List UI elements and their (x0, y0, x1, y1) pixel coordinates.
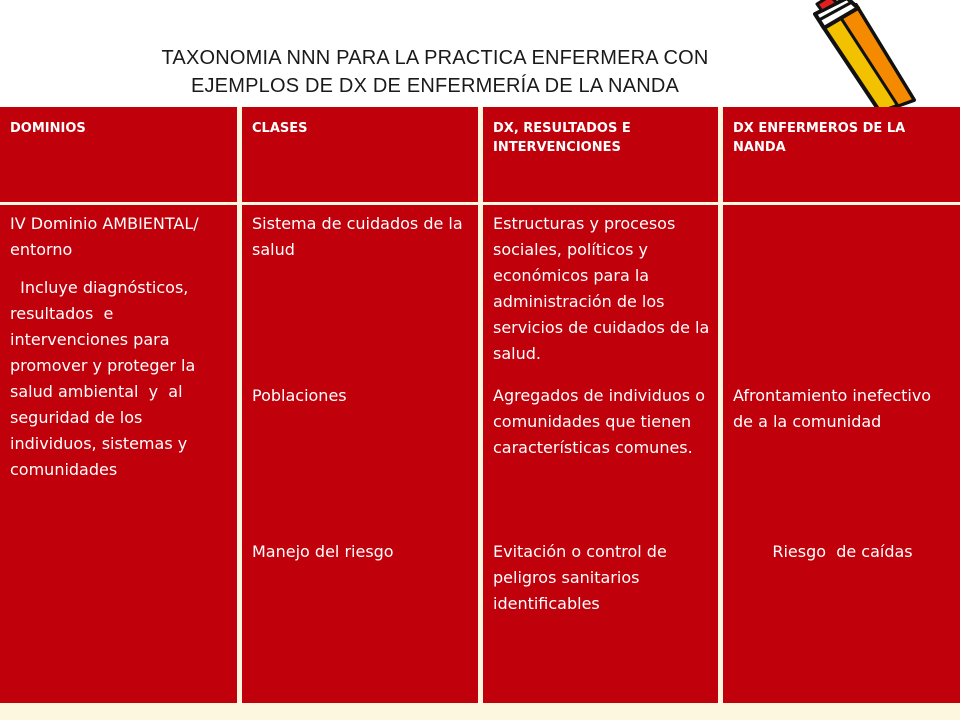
cell-dx-nanda (723, 205, 960, 703)
slide-title-line-2: EJEMPLOS DE DX DE ENFERMERÍA DE LA NANDA (190, 75, 680, 97)
class-item: Poblaciones (252, 386, 347, 405)
nanda-diagnosis: Riesgo de caídas (772, 542, 913, 561)
header-clases: CLASES (242, 107, 478, 202)
slide-title (60, 44, 810, 100)
pencil-drawing (815, 0, 914, 112)
cell-dominio (0, 205, 237, 703)
pencil-icon (810, 0, 922, 112)
class-description: Evitación o control de peligros sanitarios identificables (493, 542, 667, 613)
class-item: Sistema de cuidados de la salud (252, 214, 463, 259)
taxonomy-table (0, 107, 960, 720)
class-description: Agregados de individuos o comunidades que tienen características comunes. (493, 386, 705, 457)
domain-title: IV Dominio AMBIENTAL/ entorno (10, 214, 199, 259)
slide-title-line-1: TAXONOMIA NNN PARA LA PRACTICA ENFERMERA CON (161, 47, 709, 69)
class-item: Manejo del riesgo (252, 542, 394, 561)
header-dominios: DOMINIOS (0, 107, 237, 202)
header-dx-nanda: DX ENFERMEROS DE LA NANDA (723, 107, 960, 202)
header-dx-resultados: DX, RESULTADOS E INTERVENCIONES (483, 107, 718, 202)
nanda-diagnosis: Afrontamiento inefectivo de a la comunidad (733, 386, 932, 431)
class-description: Estructuras y procesos sociales, políticos y económicos para la administración de los servicios de cuidados de la salud. (493, 214, 710, 363)
cell-descripciones (483, 205, 718, 703)
domain-description: Incluye diagnósticos, resultados e intervenciones para promover y proteger la salud ambiental y al seguridad de los individuos, sistemas y comunidades (10, 278, 201, 479)
cell-clases (242, 205, 478, 703)
